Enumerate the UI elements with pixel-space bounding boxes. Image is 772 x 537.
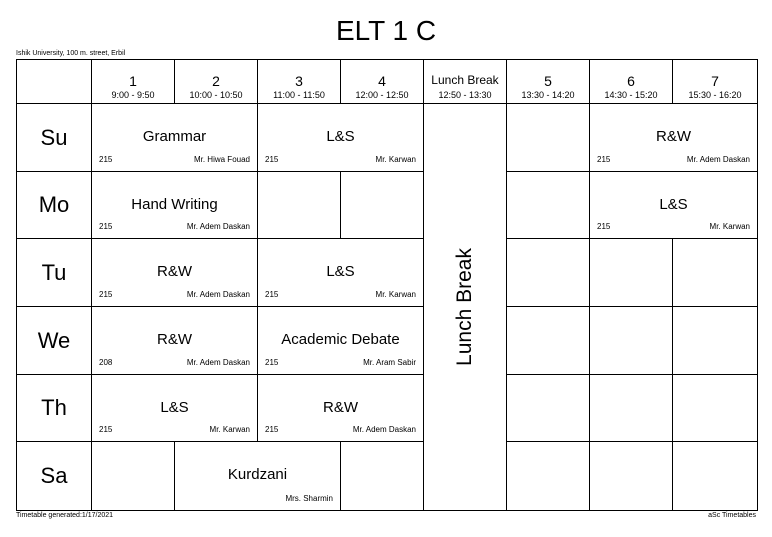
period-header	[506, 59, 590, 104]
empty-slot[interactable]	[506, 306, 590, 375]
lesson-cell[interactable]	[91, 306, 258, 375]
generated-date: Timetable generated:1/17/2021	[16, 512, 114, 519]
lesson-subject: L&S	[160, 399, 189, 416]
empty-slot[interactable]	[672, 306, 758, 375]
day-label: We	[37, 327, 71, 353]
period-header	[91, 59, 175, 104]
empty-slot[interactable]	[672, 374, 758, 442]
generator-brand: aSc Timetables	[708, 512, 756, 519]
empty-slot[interactable]	[672, 441, 758, 511]
lesson-cell[interactable]	[589, 171, 758, 239]
timetable-title: ELT 1 C	[335, 15, 437, 46]
empty-slot[interactable]	[506, 441, 590, 511]
empty-slot[interactable]	[506, 103, 590, 172]
lesson-room: 215	[99, 425, 113, 434]
lesson-cell[interactable]	[257, 238, 424, 307]
lesson-room: 215	[265, 425, 279, 434]
period-time: 12:50 - 13:30	[438, 90, 492, 100]
lesson-cell[interactable]	[91, 374, 258, 442]
period-header	[257, 59, 341, 104]
lesson-teacher: Mrs. Sharmin	[285, 494, 333, 503]
lesson-room: 215	[99, 290, 113, 299]
period-header	[340, 59, 424, 104]
lesson-subject: R&W	[656, 128, 691, 145]
period-header	[589, 59, 673, 104]
lunch-header-label: Lunch Break	[431, 73, 499, 87]
day-cell	[16, 171, 92, 239]
lesson-subject: L&S	[659, 196, 688, 213]
lesson-room: 215	[265, 290, 279, 299]
empty-slot[interactable]	[340, 441, 424, 511]
lesson-room: 215	[99, 155, 113, 164]
lesson-teacher: Mr. Adem Daskan	[186, 222, 250, 231]
timetable-grid	[16, 59, 757, 510]
lesson-room: 215	[265, 155, 279, 164]
period-time: 9:00 - 9:50	[111, 90, 155, 100]
period-header	[672, 59, 758, 104]
lesson-room: 208	[99, 358, 113, 367]
lesson-subject: R&W	[157, 263, 192, 280]
lesson-subject: R&W	[323, 399, 358, 416]
lesson-subject: L&S	[326, 263, 355, 280]
day-label: Mo	[38, 192, 70, 217]
empty-slot[interactable]	[589, 306, 673, 375]
day-label: Tu	[41, 259, 67, 285]
lesson-teacher: Mr. Hiwa Fouad	[193, 155, 250, 164]
period-number: 4	[378, 73, 386, 89]
lesson-room: 215	[99, 222, 113, 231]
period-time: 13:30 - 14:20	[521, 90, 575, 100]
day-cell	[16, 374, 92, 442]
lesson-cell[interactable]	[174, 441, 341, 511]
empty-slot[interactable]	[506, 238, 590, 307]
lesson-teacher: Mr. Adem Daskan	[186, 290, 250, 299]
lesson-subject: Academic Debate	[281, 331, 400, 348]
empty-slot[interactable]	[589, 441, 673, 511]
lesson-room: 215	[597, 222, 611, 231]
corner-cell	[16, 59, 92, 104]
lesson-subject: R&W	[157, 331, 192, 348]
lesson-cell[interactable]	[589, 103, 758, 172]
day-label: Th	[41, 395, 67, 420]
empty-slot[interactable]	[589, 238, 673, 307]
lesson-teacher: Mr. Karwan	[209, 425, 250, 434]
period-number: 5	[544, 73, 552, 89]
period-number: 3	[295, 73, 303, 89]
lesson-subject: L&S	[326, 128, 355, 145]
period-number: 2	[212, 73, 220, 89]
lesson-teacher: Mr. Adem Daskan	[686, 155, 750, 164]
school-address: Ishik University, 100 m. street, Erbil	[16, 50, 126, 57]
empty-slot[interactable]	[340, 171, 424, 239]
lesson-teacher: Mr. Aram Sabir	[363, 358, 416, 367]
period-time: 12:00 - 12:50	[355, 90, 409, 100]
period-time: 14:30 - 15:20	[604, 90, 658, 100]
lunch-break-label: Lunch Break	[453, 248, 476, 366]
lesson-room: 215	[597, 155, 611, 164]
period-number: 7	[711, 73, 719, 89]
lesson-cell[interactable]	[91, 238, 258, 307]
lesson-subject: Hand Writing	[131, 196, 218, 213]
period-time: 10:00 - 10:50	[189, 90, 243, 100]
day-cell	[16, 306, 92, 375]
empty-slot[interactable]	[506, 374, 590, 442]
lesson-teacher: Mr. Adem Daskan	[352, 425, 416, 434]
lesson-room: 215	[265, 358, 279, 367]
empty-slot[interactable]	[257, 171, 341, 239]
period-number: 1	[129, 73, 137, 89]
empty-slot[interactable]	[506, 171, 590, 239]
lesson-teacher: Mr. Karwan	[709, 222, 750, 231]
lesson-teacher: Mr. Karwan	[375, 155, 416, 164]
day-cell	[16, 238, 92, 307]
empty-slot[interactable]	[672, 238, 758, 307]
lunch-header	[423, 59, 507, 104]
lesson-teacher: Mr. Karwan	[375, 290, 416, 299]
period-number: 6	[627, 73, 635, 89]
lesson-teacher: Mr. Adem Daskan	[186, 358, 250, 367]
lesson-cell[interactable]	[91, 171, 258, 239]
lesson-subject: Kurdzani	[227, 466, 288, 483]
lesson-cell[interactable]	[257, 103, 424, 172]
period-time: 15:30 - 16:20	[688, 90, 742, 100]
empty-slot[interactable]	[589, 374, 673, 442]
lesson-cell[interactable]	[257, 306, 424, 375]
period-time: 11:00 - 11:50	[273, 90, 325, 100]
day-cell	[16, 103, 92, 172]
period-header	[174, 59, 258, 104]
lesson-cell[interactable]	[257, 374, 424, 442]
empty-slot[interactable]	[91, 441, 175, 511]
day-label: Su	[40, 124, 68, 150]
day-cell	[16, 441, 92, 511]
lesson-subject: Grammar	[142, 128, 207, 145]
day-label: Sa	[40, 463, 68, 488]
lesson-cell[interactable]	[91, 103, 258, 172]
lunch-break-column	[423, 103, 507, 511]
